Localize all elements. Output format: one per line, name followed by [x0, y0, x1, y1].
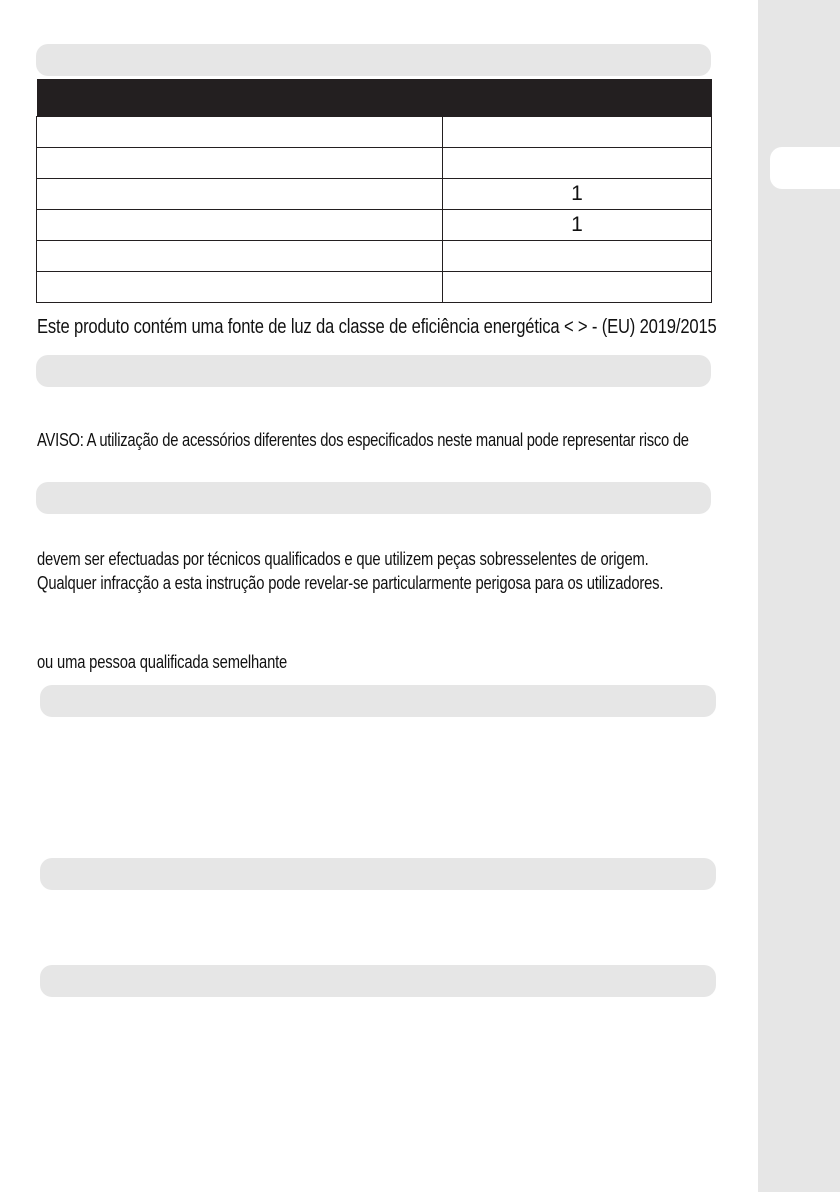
table-header-row	[37, 79, 712, 117]
warning-text: AVISO: A utilização de acessórios diferentes dos especificados neste manual pode representar risco de	[37, 430, 689, 450]
table-row	[37, 117, 712, 148]
repairs-text-line-1: devem ser efectuadas por técnicos qualificados e que utilizem peças sobresselentes de origem.	[37, 549, 649, 569]
table-row	[37, 179, 712, 210]
section-header-bar-4	[40, 685, 716, 717]
table-cell-label	[37, 179, 443, 210]
section-header-bar-5	[40, 858, 716, 890]
energy-class-statement: Este produto contém uma fonte de luz da classe de eficiência energética < > - (EU) 2019/2015	[37, 316, 717, 338]
table-cell-value	[443, 117, 712, 148]
table-cell-value	[443, 148, 712, 179]
table-cell-label	[37, 272, 443, 303]
table-row	[37, 210, 712, 241]
section-header-bar-1	[36, 44, 711, 76]
table-row	[37, 241, 712, 272]
table-cell-value: 1	[443, 179, 712, 210]
table-cell-value	[443, 241, 712, 272]
table-cell-label	[37, 241, 443, 272]
table-cell-label	[37, 148, 443, 179]
section-header-bar-2	[36, 355, 711, 387]
qualified-person-text: ou uma pessoa qualificada semelhante	[37, 652, 288, 672]
language-tab	[770, 147, 840, 189]
table-cell-value	[443, 272, 712, 303]
table-cell-value: 1	[443, 210, 712, 241]
table-row	[37, 148, 712, 179]
table-cell-label	[37, 117, 443, 148]
table-row	[37, 272, 712, 303]
section-header-bar-3	[36, 482, 711, 514]
repairs-text-line-2: Qualquer infracção a esta instrução pode revelar-se particularmente perigosa para os utilizadores.	[37, 573, 664, 593]
table-cell-label	[37, 210, 443, 241]
section-header-bar-6	[40, 965, 716, 997]
specifications-table	[36, 79, 712, 303]
